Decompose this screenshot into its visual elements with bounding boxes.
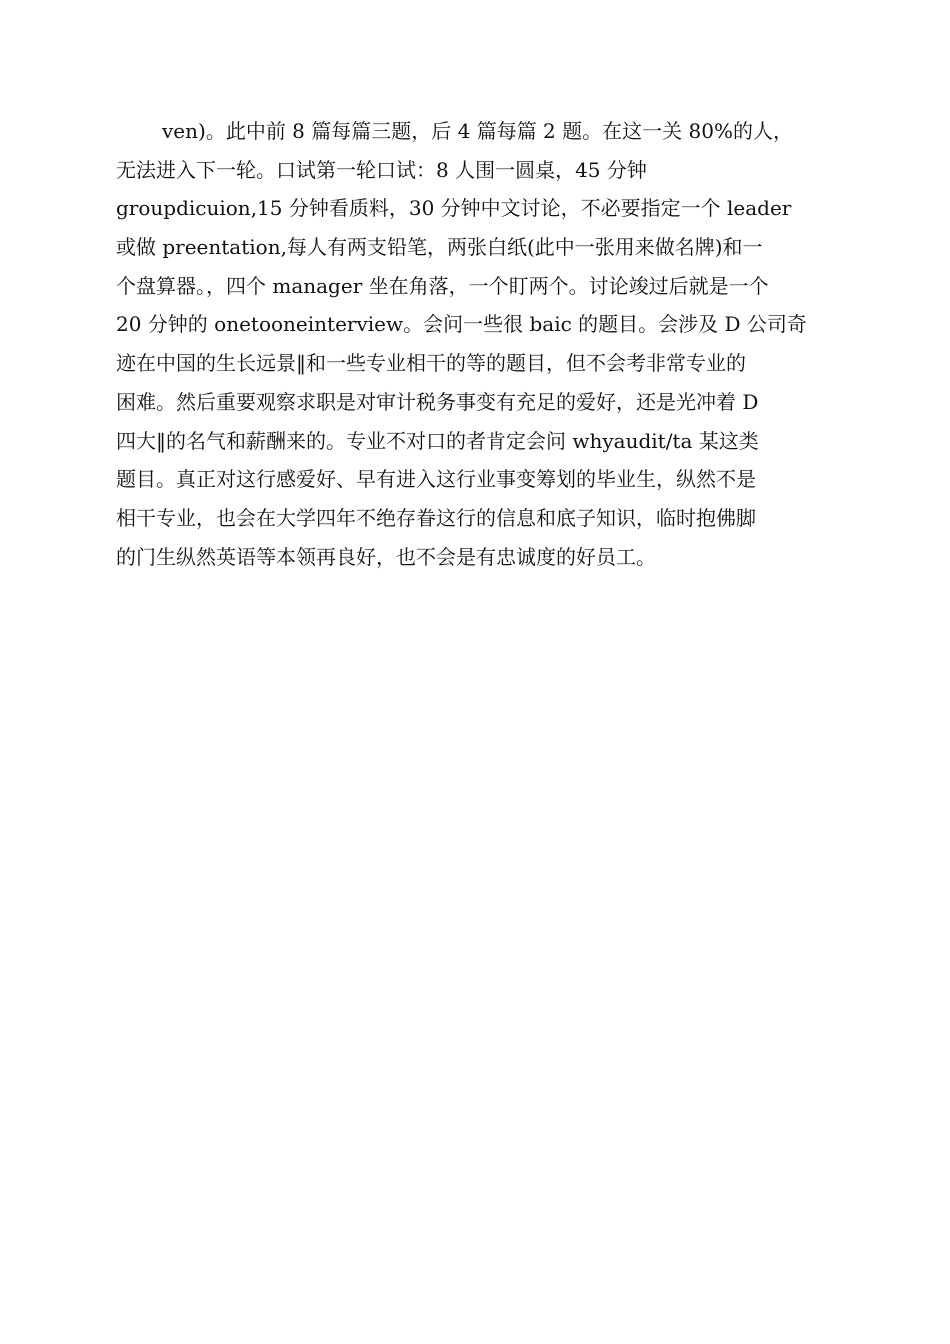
text-line: 的门生纵然英语等本领再良好，也不会是有忠诚度的好员工。 [116, 544, 656, 569]
text-line: 题目。真正对这行感爱好、早有进入这行业事变筹划的毕业生，纵然不是 [116, 467, 756, 492]
text-line: 困难。然后重要观察求职是对审计税务事变有充足的爱好，还是光冲着 D [116, 389, 759, 414]
text-line: 个盘算器。，四个 manager 坐在角落，一个盯两个。讨论竣过后就是一个 [116, 273, 769, 298]
text-line: ven)。此中前 8 篇每篇三题，后 4 篇每篇 2 题。在这一关 80%的人， [162, 119, 793, 143]
text-line: 无法进入下一轮。口试第一轮口试：8 人围一圆桌，45 分钟 [116, 157, 647, 182]
text-line: 或做 preentation,每人有两支铅笔，两张白纸(此中一张用来做名牌)和一 [116, 235, 763, 260]
body-paragraph [116, 112, 836, 576]
text-line: 相干专业，也会在大学四年不绝存眷这行的信息和底子知识，临时抱佛脚 [116, 505, 756, 530]
text-line: groupdicuion,15 分钟看质料，30 分钟中文讨论，不必要指定一个 leader [116, 196, 792, 221]
text-line: 迹在中国的生长远景‖和一些专业相干的等的题目，但不会考非常专业的 [116, 351, 746, 376]
text-line: 20 分钟的 onetooneinterview。会问一些很 baic 的题目。会涉及 D 公司奇 [116, 312, 807, 337]
text-line: 四大‖的名气和薪酬来的。专业不对口的者肯定会问 whyaudit/ta 某这类 [116, 428, 759, 453]
